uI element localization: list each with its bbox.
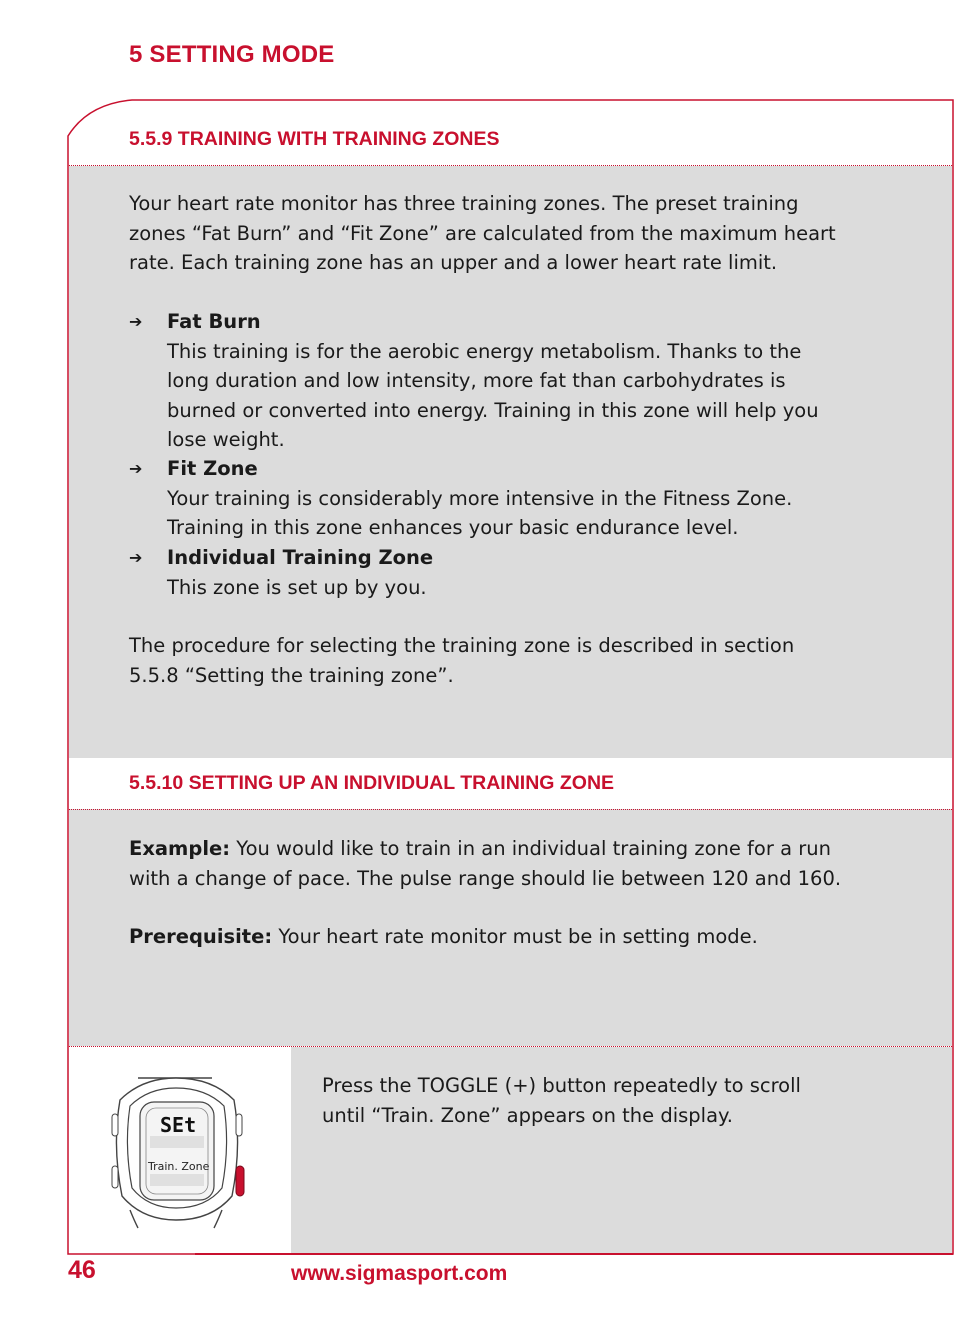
bullet-body <box>167 573 427 603</box>
text-line: Training in this zone enhances your basic endurance level. <box>167 516 739 540</box>
prerequisite-text: Your heart rate monitor must be in setting mode. <box>272 925 758 948</box>
section-heading: 5.5.10 SETTING UP AN INDIVIDUAL TRAINING ZONE <box>129 772 615 794</box>
example-paragraph <box>129 834 889 893</box>
bullet-body <box>167 337 819 455</box>
prerequisite-paragraph <box>129 922 889 952</box>
text-line: burned or converted into energy. Training in this zone will help you <box>167 398 819 422</box>
arrow-right-icon: ➔ <box>129 312 143 331</box>
prerequisite-label: Prerequisite: <box>129 925 273 948</box>
bullet-title: Fit Zone <box>167 457 258 480</box>
text-line: Press the TOGGLE (+) button repeatedly to scroll <box>322 1074 801 1097</box>
page-number: 46 <box>68 1256 96 1284</box>
arrow-right-icon: ➔ <box>129 548 143 567</box>
chapter-title: 5 SETTING MODE <box>129 41 335 68</box>
watch-illustration <box>100 1070 260 1230</box>
text-line: 5.5.8 “Setting the training zone”. <box>129 663 454 687</box>
footer-url[interactable]: www.sigmasport.com <box>291 1262 508 1285</box>
text-line: rate. Each training zone has an upper and a lower heart rate limit. <box>129 251 778 275</box>
example-label: Example: <box>129 837 231 860</box>
bullet-body <box>167 484 792 543</box>
text-line: Your heart rate monitor has three training zones. The preset training <box>129 192 799 215</box>
text-line: with a change of pace. The pulse range should lie between 120 and 160. <box>129 866 842 890</box>
text-line: This training is for the aerobic energy metabolism. Thanks to the <box>167 339 802 363</box>
step-instruction <box>322 1071 922 1130</box>
text-line: Your training is considerably more intensive in the Fitness Zone. <box>167 486 793 510</box>
text-line: The procedure for selecting the training zone is described in section <box>129 634 795 657</box>
watch-display-top: SEt <box>160 1113 197 1137</box>
text-line <box>129 834 889 864</box>
arrow-right-icon: ➔ <box>129 459 143 478</box>
text-line: lose weight. <box>167 428 285 452</box>
bullet-title: Individual Training Zone <box>167 546 434 569</box>
procedure-paragraph <box>129 631 889 690</box>
text-line: long duration and low intensity, more fat than carbohydrates is <box>167 369 786 393</box>
text-line: zones “Fat Burn” and “Fit Zone” are calculated from the maximum heart <box>129 221 836 245</box>
bullet-title: Fat Burn <box>167 310 261 333</box>
text-line: This zone is set up by you. <box>167 575 427 599</box>
example-text: You would like to train in an individual training zone for a run <box>230 837 831 860</box>
section-heading: 5.5.9 TRAINING WITH TRAINING ZONES <box>129 128 500 150</box>
text-line: until “Train. Zone” appears on the display. <box>322 1103 734 1127</box>
intro-paragraph <box>129 189 889 278</box>
watch-display-bottom: Train. Zone <box>148 1160 210 1173</box>
text-line <box>129 922 889 952</box>
